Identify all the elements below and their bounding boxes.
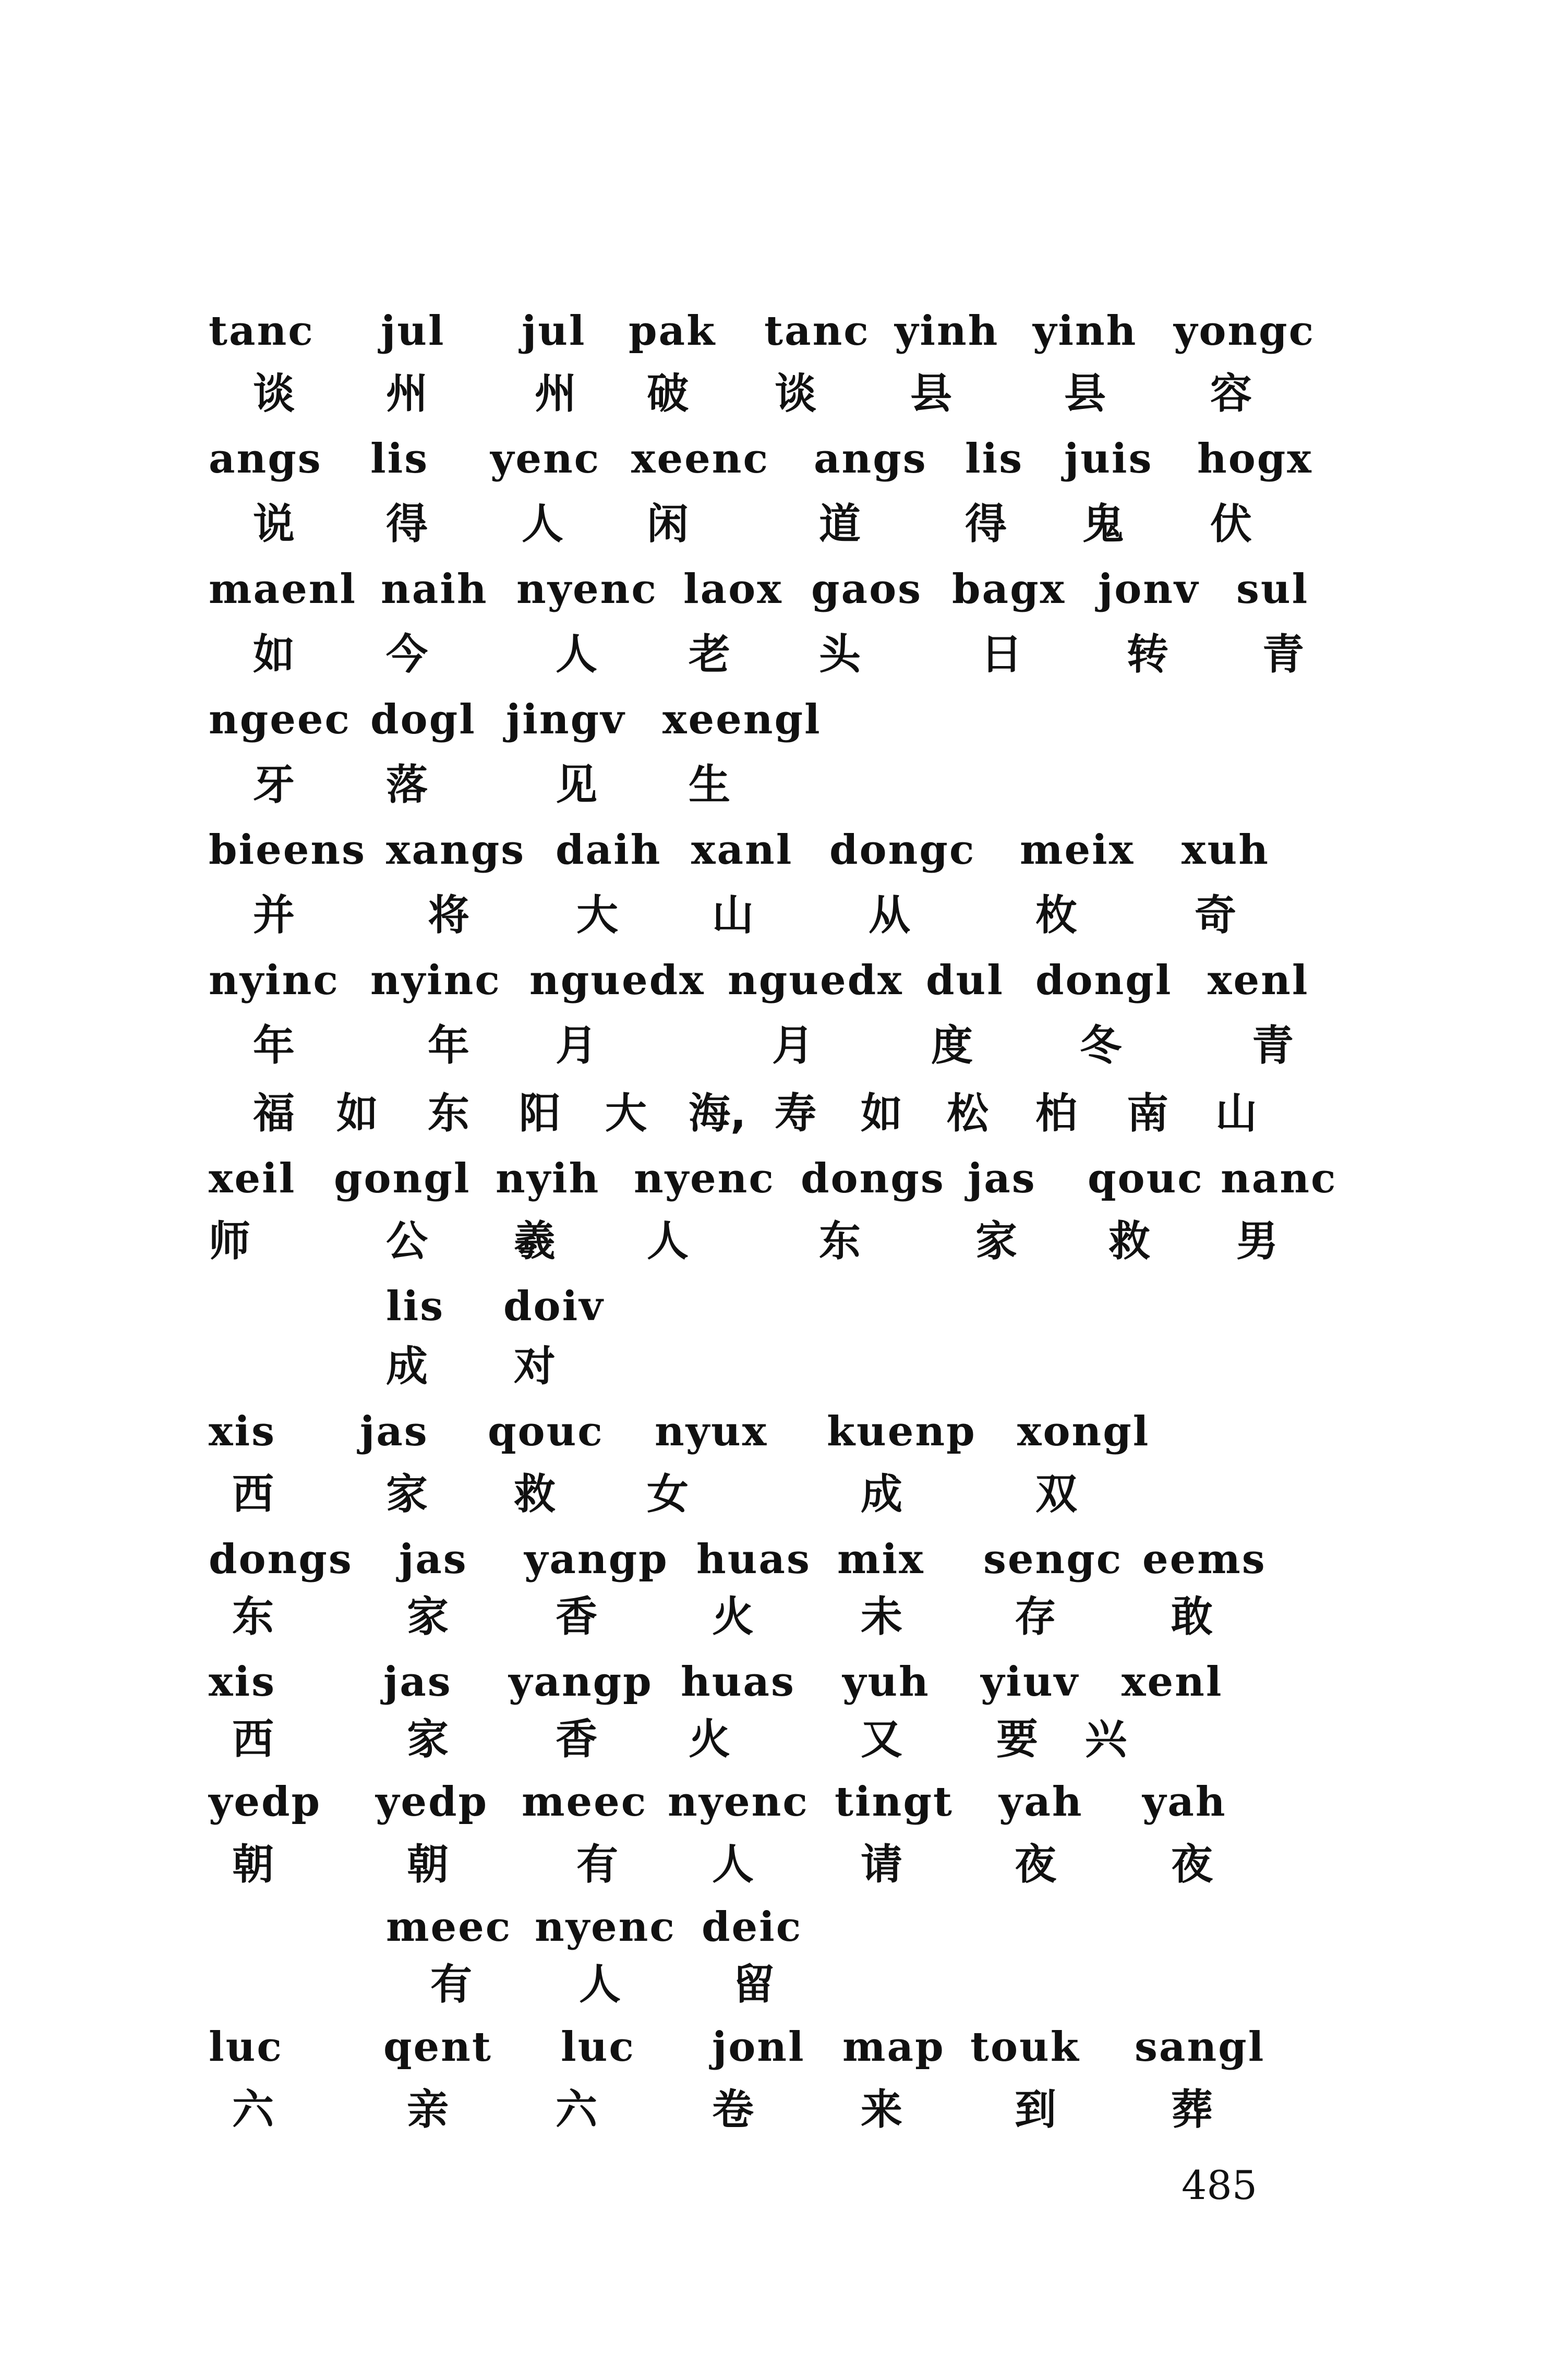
hanzi-word: 家 <box>975 1217 1017 1265</box>
romanized-word: deic <box>702 1903 803 1951</box>
hanzi-word: 从 <box>869 891 910 939</box>
hanzi-word: 福 <box>253 1089 295 1138</box>
hanzi-word: 海, <box>689 1089 746 1138</box>
hanzi-word: 师 <box>209 1217 250 1265</box>
hanzi-word: 柏 <box>1035 1089 1077 1138</box>
romanized-word: lis <box>370 435 429 482</box>
hanzi-word: 人 <box>647 1217 689 1265</box>
hanzi-word: 朝 <box>407 1840 449 1889</box>
romanized-word: yongc <box>1174 307 1316 355</box>
romanized-word: sengc <box>983 1536 1123 1583</box>
hanzi-word: 敢 <box>1171 1592 1213 1641</box>
romanized-line <box>0 2021 1543 2084</box>
hanzi-word: 成 <box>386 1342 428 1391</box>
hanzi-word: 大 <box>605 1089 647 1138</box>
romanized-word: kuenp <box>827 1408 977 1455</box>
romanized-word: xuh <box>1182 826 1270 874</box>
romanized-word: lis <box>965 435 1024 482</box>
romanized-line <box>0 1406 1543 1468</box>
romanized-line <box>0 305 1543 368</box>
hanzi-word: 六 <box>232 2085 274 2134</box>
hanzi-word: 将 <box>428 891 469 939</box>
hanzi-word: 有 <box>430 1960 472 2009</box>
page-number: 485 <box>1182 2162 1258 2208</box>
hanzi-word: 容 <box>1210 369 1252 418</box>
romanized-word: doiv <box>503 1283 605 1330</box>
romanized-word: juis <box>1064 435 1153 482</box>
romanized-word: maenl <box>209 565 357 613</box>
romanized-word: map <box>842 2023 945 2071</box>
romanized-word: xeil <box>209 1155 296 1202</box>
hanzi-word: 亲 <box>407 2085 449 2134</box>
romanized-line <box>0 824 1543 887</box>
hanzi-word: 并 <box>253 891 295 939</box>
hanzi-word: 公 <box>386 1217 428 1265</box>
romanized-word: dongs <box>209 1536 353 1583</box>
romanized-word: yah <box>999 1778 1083 1826</box>
romanized-word: nguedx <box>728 957 903 1004</box>
hanzi-word: 人 <box>712 1840 754 1889</box>
romanized-word: xanl <box>691 826 793 874</box>
hanzi-word: 夜 <box>1171 1840 1213 1889</box>
romanized-word: qouc <box>1088 1155 1204 1202</box>
hanzi-word: 道 <box>819 500 861 548</box>
romanized-word: yedp <box>376 1778 489 1826</box>
hanzi-word: 请 <box>861 1840 902 1889</box>
romanized-word: yangp <box>524 1536 669 1583</box>
romanized-word: jas <box>383 1658 452 1706</box>
hanzi-line <box>0 1713 1543 1776</box>
hanzi-word: 日 <box>981 630 1022 679</box>
romanized-line <box>0 1656 1543 1719</box>
hanzi-word: 家 <box>407 1715 449 1763</box>
hanzi-word: 来 <box>861 2085 902 2134</box>
hanzi-word: 生 <box>689 760 730 809</box>
hanzi-word: 救 <box>1108 1217 1150 1265</box>
hanzi-word: 兴 <box>1085 1715 1127 1763</box>
hanzi-word: 人 <box>522 500 563 548</box>
romanized-word: yinh <box>895 307 999 355</box>
hanzi-word: 年 <box>428 1021 469 1070</box>
romanized-word: luc <box>561 2023 635 2071</box>
hanzi-word: 今 <box>386 630 428 679</box>
romanized-word: huas <box>681 1658 795 1706</box>
hanzi-word: 救 <box>514 1470 556 1518</box>
hanzi-line <box>0 1020 1543 1082</box>
hanzi-word: 老 <box>689 630 730 679</box>
hanzi-word: 伏 <box>1210 500 1252 548</box>
romanized-word: jas <box>360 1408 429 1455</box>
romanized-word: nyinc <box>370 957 501 1004</box>
romanized-word: dongl <box>1035 957 1173 1004</box>
romanized-word: xeengl <box>662 696 822 743</box>
romanized-word: hogx <box>1197 435 1313 482</box>
romanized-word: yah <box>1142 1778 1227 1826</box>
hanzi-line <box>0 368 1543 430</box>
hanzi-word: 六 <box>556 2085 597 2134</box>
hanzi-word: 羲 <box>514 1217 556 1265</box>
hanzi-word: 男 <box>1236 1217 1278 1265</box>
hanzi-word: 说 <box>253 500 295 548</box>
hanzi-word: 东 <box>428 1089 469 1138</box>
hanzi-word: 未 <box>861 1592 902 1641</box>
romanized-word: meix <box>1020 826 1135 874</box>
hanzi-word: 县 <box>910 369 952 418</box>
romanized-line <box>0 1901 1543 1964</box>
romanized-word: mix <box>837 1536 925 1583</box>
hanzi-word: 落 <box>386 760 428 809</box>
hanzi-word: 成 <box>861 1470 902 1518</box>
hanzi-word: 转 <box>1127 630 1168 679</box>
hanzi-word: 如 <box>253 630 295 679</box>
hanzi-word: 牙 <box>253 760 295 809</box>
hanzi-word: 人 <box>556 630 597 679</box>
romanized-word: nyinc <box>209 957 340 1004</box>
romanized-word: xis <box>209 1658 276 1706</box>
hanzi-word: 东 <box>819 1217 861 1265</box>
hanzi-word: 双 <box>1035 1470 1077 1518</box>
hanzi-word: 存 <box>1015 1592 1056 1641</box>
hanzi-word: 枚 <box>1035 891 1077 939</box>
romanized-word: jonl <box>712 2023 805 2071</box>
hanzi-word: 有 <box>576 1840 618 1889</box>
romanized-word: tanc <box>209 307 315 355</box>
hanzi-word: 度 <box>931 1021 973 1070</box>
romanized-word: nguedx <box>529 957 705 1004</box>
romanized-word: qouc <box>488 1408 604 1455</box>
hanzi-line <box>0 889 1543 952</box>
hanzi-word: 得 <box>965 500 1007 548</box>
romanized-word: xongl <box>1017 1408 1150 1455</box>
hanzi-word: 卷 <box>712 2085 754 2134</box>
romanized-word: pak <box>629 307 717 355</box>
hanzi-word: 家 <box>386 1470 428 1518</box>
romanized-word: laox <box>683 565 783 613</box>
hanzi-line <box>0 1088 1543 1150</box>
hanzi-word: 西 <box>232 1715 274 1763</box>
hanzi-word: 年 <box>253 1021 295 1070</box>
hanzi-word: 谈 <box>775 369 816 418</box>
hanzi-line <box>0 2084 1543 2146</box>
hanzi-word: 朝 <box>232 1840 274 1889</box>
romanized-word: xenl <box>1122 1658 1223 1706</box>
romanized-word: qent <box>383 2023 492 2071</box>
romanized-line <box>0 955 1543 1017</box>
hanzi-line <box>0 1959 1543 2021</box>
hanzi-line <box>0 1468 1543 1531</box>
hanzi-word: 青 <box>1262 630 1304 679</box>
romanized-word: dongs <box>801 1155 945 1202</box>
hanzi-line <box>0 1340 1543 1403</box>
hanzi-word: 夜 <box>1015 1840 1056 1889</box>
romanized-word: yangp <box>509 1658 653 1706</box>
hanzi-word: 县 <box>1064 369 1106 418</box>
romanized-word: touk <box>970 2023 1080 2071</box>
romanized-word: xeenc <box>631 435 769 482</box>
hanzi-word: 留 <box>733 1960 775 2009</box>
hanzi-word: 香 <box>556 1592 597 1641</box>
hanzi-word: 得 <box>386 500 428 548</box>
romanized-word: angs <box>814 435 927 482</box>
romanized-word: lis <box>386 1283 445 1330</box>
hanzi-word: 冬 <box>1080 1021 1122 1070</box>
romanized-word: gaos <box>811 565 923 613</box>
hanzi-word: 西 <box>232 1470 274 1518</box>
romanized-word: bagx <box>952 565 1066 613</box>
romanized-line <box>0 1533 1543 1596</box>
romanized-word: meec <box>522 1778 648 1826</box>
romanized-word: naih <box>381 565 488 613</box>
hanzi-word: 要 <box>996 1715 1038 1763</box>
romanized-word: nyenc <box>535 1903 676 1951</box>
hanzi-word: 山 <box>1215 1089 1257 1138</box>
romanized-word: meec <box>386 1903 512 1951</box>
romanized-word: tingt <box>835 1778 954 1826</box>
romanized-word: yiuv <box>981 1658 1079 1706</box>
hanzi-line <box>0 759 1543 821</box>
romanized-line <box>0 563 1543 626</box>
hanzi-word: 州 <box>535 369 576 418</box>
hanzi-word: 到 <box>1015 2085 1056 2134</box>
hanzi-word: 南 <box>1127 1089 1168 1138</box>
romanized-word: jas <box>968 1155 1036 1202</box>
hanzi-word: 鬼 <box>1082 500 1124 548</box>
hanzi-word: 月 <box>556 1021 597 1070</box>
hanzi-word: 如 <box>336 1089 378 1138</box>
romanized-word: eems <box>1142 1536 1267 1583</box>
romanized-word: nanc <box>1221 1155 1337 1202</box>
hanzi-word: 闲 <box>647 500 689 548</box>
hanzi-word: 奇 <box>1195 891 1236 939</box>
hanzi-line <box>0 1839 1543 1901</box>
hanzi-line <box>0 629 1543 691</box>
romanized-word: nyenc <box>516 565 658 613</box>
hanzi-word: 山 <box>712 891 754 939</box>
hanzi-word: 火 <box>689 1715 730 1763</box>
romanized-word: xis <box>209 1408 276 1455</box>
hanzi-line <box>0 1215 1543 1278</box>
hanzi-word: 火 <box>712 1592 754 1641</box>
hanzi-word: 月 <box>772 1021 814 1070</box>
hanzi-word: 破 <box>647 369 689 418</box>
romanized-word: tanc <box>764 307 870 355</box>
hanzi-word: 头 <box>819 630 861 679</box>
romanized-line <box>0 694 1543 756</box>
romanized-word: xenl <box>1208 957 1309 1004</box>
hanzi-line <box>0 1591 1543 1653</box>
romanized-line <box>0 1153 1543 1215</box>
romanized-word: bieens <box>209 826 367 874</box>
hanzi-word: 葬 <box>1171 2085 1213 2134</box>
hanzi-word: 对 <box>514 1342 556 1391</box>
romanized-word: dongc <box>829 826 976 874</box>
hanzi-word: 谈 <box>253 369 295 418</box>
hanzi-word: 松 <box>947 1089 989 1138</box>
hanzi-line <box>0 498 1543 561</box>
romanized-word: sul <box>1236 565 1309 613</box>
hanzi-word: 人 <box>579 1960 621 2009</box>
romanized-word: jas <box>399 1536 468 1583</box>
romanized-word: nyux <box>655 1408 768 1455</box>
romanized-word: dogl <box>370 696 476 743</box>
romanized-word: nyih <box>496 1155 600 1202</box>
romanized-word: daih <box>556 826 662 874</box>
romanized-word: jul <box>381 307 445 355</box>
romanized-word: nyenc <box>668 1778 809 1826</box>
romanized-word: jul <box>522 307 586 355</box>
hanzi-word: 州 <box>386 369 428 418</box>
romanized-line <box>0 1776 1543 1839</box>
hanzi-word: 东 <box>232 1592 274 1641</box>
hanzi-word: 如 <box>861 1089 902 1138</box>
romanized-word: dul <box>926 957 1004 1004</box>
romanized-word: yuh <box>842 1658 930 1706</box>
romanized-word: jonv <box>1098 565 1200 613</box>
hanzi-word: 阳 <box>519 1089 561 1138</box>
romanized-line <box>0 1280 1543 1343</box>
romanized-word: ngeec <box>209 696 351 743</box>
hanzi-word: 香 <box>556 1715 597 1763</box>
romanized-word: yedp <box>209 1778 322 1826</box>
romanized-word: yenc <box>490 435 601 482</box>
romanized-word: nyenc <box>634 1155 775 1202</box>
hanzi-word: 女 <box>647 1470 689 1518</box>
hanzi-word: 家 <box>407 1592 449 1641</box>
romanized-line <box>0 433 1543 496</box>
romanized-word: yinh <box>1033 307 1138 355</box>
romanized-word: xangs <box>386 826 526 874</box>
romanized-word: huas <box>696 1536 811 1583</box>
hanzi-word: 大 <box>576 891 618 939</box>
hanzi-word: 寿 <box>775 1089 816 1138</box>
romanized-word: angs <box>209 435 322 482</box>
romanized-word: luc <box>209 2023 283 2071</box>
hanzi-word: 见 <box>556 760 597 809</box>
hanzi-word: 又 <box>861 1715 902 1763</box>
romanized-word: gongl <box>334 1155 471 1202</box>
romanized-word: sangl <box>1135 2023 1265 2071</box>
hanzi-word: 青 <box>1252 1021 1294 1070</box>
romanized-word: jingv <box>506 696 626 743</box>
